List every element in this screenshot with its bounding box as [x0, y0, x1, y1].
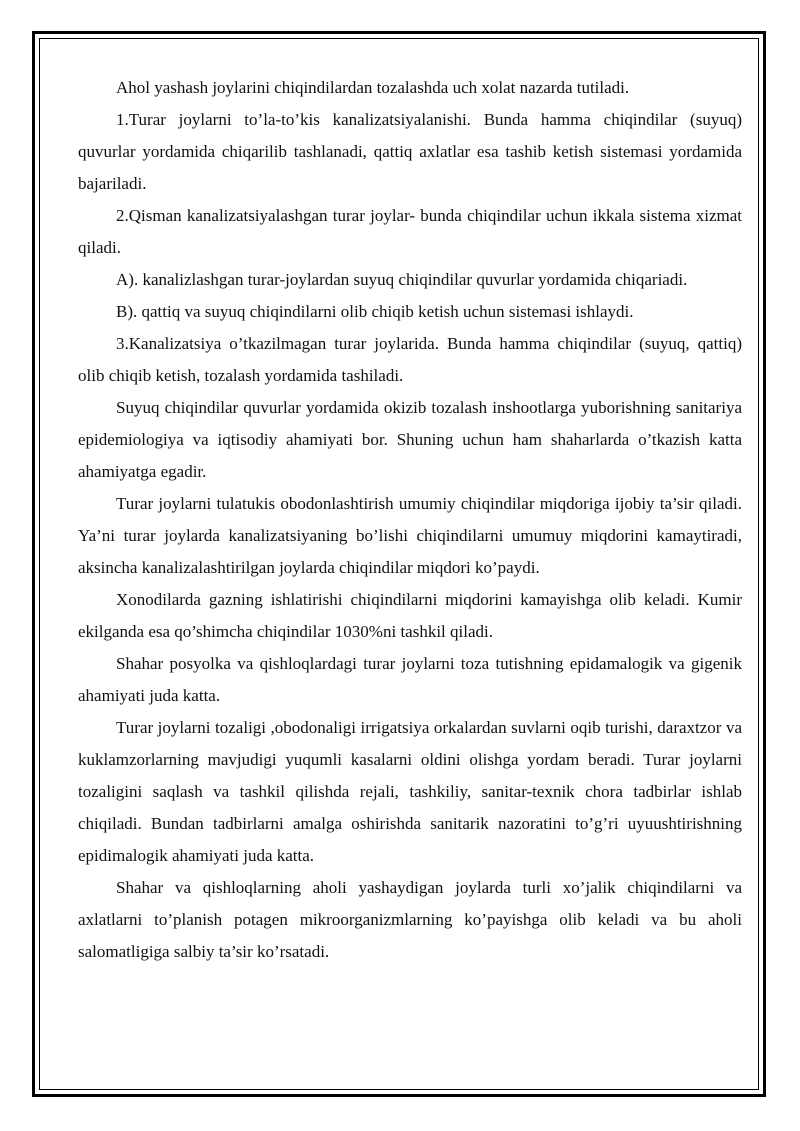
paragraph-liquid-waste: Suyuq chiqindilar quvurlar yordamida okizib tozalash inshootlarga yuborishning sanitariya epidemiologiya va iqtisodiy ahamiyati bor. Shuning uchun ham shaharlarda o’tkazish katta ahamiyatga egadir. [78, 398, 742, 481]
paragraph-case-2: 2.Qisman kanalizatsiyalashgan turar joylar- bunda chiqindilar uchun ikkala sistema xizmat qiladi. [78, 206, 742, 257]
paragraph-intro: Ahol yashash joylarini chiqindilardan tozalashda uch xolat nazarda tutiladi. [116, 78, 630, 97]
paragraph-cleanliness: Turar joylarni tozaligi ,obodonaligi irrigatsiya orkalardan suvlarni oqib turishi, daraxtzor va kuklamzorlarning mavjudigi yuqumli kasalarni oldini olishga yordam beradi. Turar joylarni tozaligini saqlash va tashkil qilishda rejali, tashkiliy, sanitar-texnik chora tadbirlar ishlab chiqiladi. Bundan tadbirlarni amalga oshirishda sanitarik nazoratini to’g’ri uyuushtirishning epidimalogik ahamiyati juda katta. [78, 718, 742, 865]
paragraph-case-2a: A). kanalizlashgan turar-joylardan suyuq chiqindilar quvurlar yordamida chiqariadi. [116, 270, 688, 289]
paragraph-case-2b: B). qattiq va suyuq chiqindilarni olib chiqib ketish uchun sistemasi ishlaydi. [116, 302, 634, 321]
paragraph-gas-usage: Xonodilarda gazning ishlatirishi chiqindilarni miqdorini kamayishga olib keladi. Kumir ekilganda esa qo’shimcha chiqindilar 1030%ni tashkil qiladi. [78, 590, 742, 641]
paragraph-improvement: Turar joylarni tulatukis obodonlashtirish umumiy chiqindilar miqdoriga ijobiy ta’sir qiladi. Ya’ni turar joylarda kanalizatsiyaning bo’lishi chiqindilarni umumuy miqdorini kamaytiradi, aksincha kanalizalashtirilgan joylarda chiqindilar miqdori ko’paydi. [78, 494, 742, 577]
paragraph-case-3: 3.Kanalizatsiya o’tkazilmagan turar joylarida. Bunda hamma chiqindilar (suyuq, qattiq) olib chiqib ketish, tozalash yordamida tashiladi. [78, 334, 742, 385]
paragraph-waste-impact: Shahar va qishloqlarning aholi yashaydigan joylarda turli xo’jalik chiqindilarni va axlatlarni to’planish potagen mikroorganizmlarning ko’payishga olib keladi va bu aholi salomatligiga salbiy ta’sir ko’rsatadi. [78, 878, 742, 961]
document-body [78, 72, 742, 968]
paragraph-hygiene: Shahar posyolka va qishloqlardagi turar joylarni toza tutishning epidamalogik va gigenik ahamiyati juda katta. [78, 654, 742, 705]
paragraph-case-1: 1.Turar joylarni to’la-to’kis kanalizatsiyalanishi. Bunda hamma chiqindilar (suyuq) quvurlar yordamida chiqarilib tashlanadi, qattiq axlatlar esa tashib ketish sistemasi yordamida bajariladi. [78, 110, 742, 193]
